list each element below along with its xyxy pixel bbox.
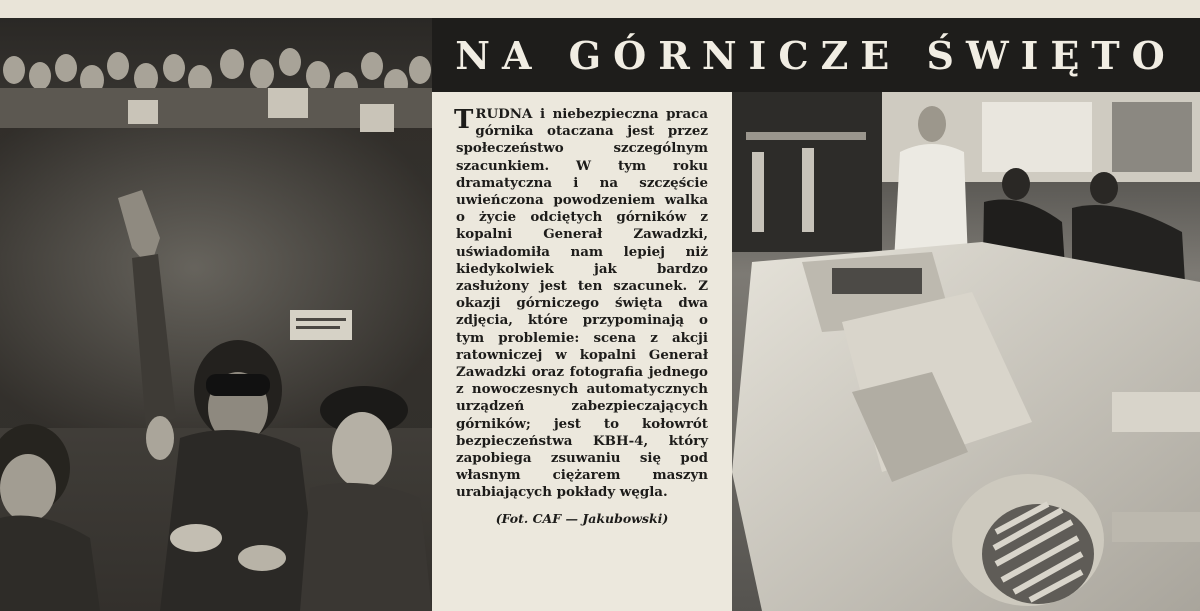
safety-winch-photo — [732, 92, 1200, 611]
drop-cap: T — [454, 105, 474, 135]
headline-band — [432, 18, 1200, 92]
article-text: RUDNA i niebezpieczna praca górnika otaczana jest przez społeczeństwo szczególnym szacunkiem. W tym roku dramatyczna i na szczęście uwieńczona powodzeniem walka o życie odciętych górników z kopalni Generał Zawadzki, uświadomiła nam lepiej niż kiedykolwiek jak bardzo zasłużony jest ten szacunek. Z okazji górniczego święta dwa zdjęcia, które przypominają o tym problemie: scena z akcji ratowniczej w kopalni Generał Zawadzki oraz fotografia jednego z nowoczesnych automatycznych urządzeń zabezpieczających górników; jest to kołowrót bezpieczeństwa KBH-4, który zapobiega zsuwaniu się pod własnym ciężarem maszyn urabiających pokłady węgla. — [456, 106, 708, 501]
article-body — [456, 106, 708, 502]
rescue-scene-photo — [0, 18, 432, 611]
photo-credit: (Fot. CAF — Jakubowski) — [495, 510, 669, 526]
headline: NA GÓRNICZE ŚWIĘTO — [455, 32, 1177, 78]
article-column — [432, 92, 732, 611]
page-top-margin — [0, 0, 1200, 19]
